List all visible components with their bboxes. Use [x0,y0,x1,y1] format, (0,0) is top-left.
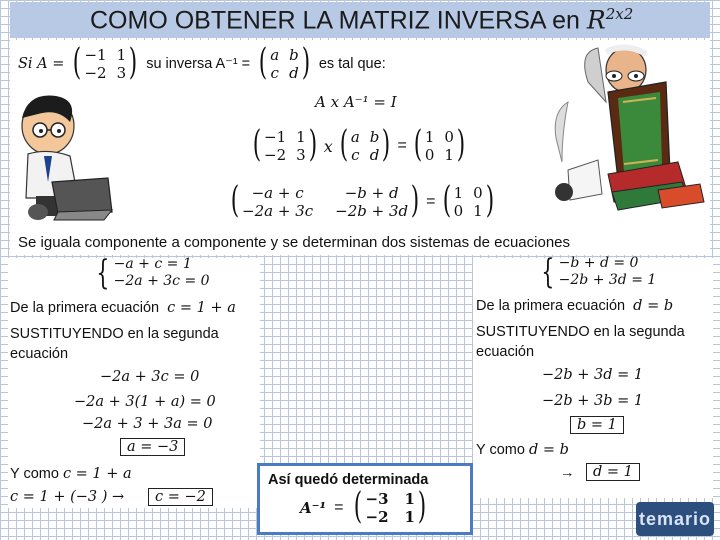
system-2: { −b + d = 0 −2b + 3d = 1 [541,252,657,292]
result-equation [300,486,429,527]
left-step-1: −2a + 3c = 0 [100,369,200,385]
system-2-eq-1: −b + d = 0 [558,255,639,271]
intro-inverse: su inversa A⁻¹ = [146,56,251,72]
result-title: Así quedó determinada [268,472,429,488]
system-1-eq-2: −2a + 3c = 0 [113,273,210,289]
right-arrow: → [560,465,575,481]
right-y-como-line: Y como d = b [476,442,569,458]
left-first-eq-line: De la primera ecuación c = 1 + a [10,300,236,316]
left-subst-label-2: ecuación [10,346,69,362]
system-1-eq-1: −a + c = 1 [113,256,192,272]
left-result-c: c = −2 [148,488,213,506]
right-result-b: b = 1 [570,416,624,434]
left-step-2: −2a + 3(1 + a) = 0 [74,394,216,410]
right-first-eq-line: De la primera ecuación d = b [476,298,674,314]
right-subst-label: SUSTITUYENDO en la segunda [476,324,685,340]
system-1: { −a + c = 1 −2a + 3c = 0 [96,253,210,293]
page-title: COMO OBTENER LA MATRIZ INVERSA en $R^{2x2}$ [90,5,634,35]
matrix-a: ( −1 1 −2 3 ) [73,42,138,83]
right-step-1: −2b + 3d = 1 [542,367,644,383]
left-c-calc: c = 1 + (−3 ) → [10,489,125,505]
student-laptop-illustration [8,86,118,226]
eq-product: A x A⁻¹ = I [315,93,397,111]
temario-button[interactable]: temario [636,502,714,536]
result-matrix: ( −3 1 −2 1 ) [354,486,427,527]
intro-line [18,42,386,83]
right-subst-label-2: ecuación [476,344,535,360]
professor-book-illustration [548,42,708,217]
intro-si: Si A = [18,56,65,72]
left-y-como-line: Y como c = 1 + a [10,466,132,482]
left-subst-label: SUSTITUYENDO en la segunda [10,326,219,342]
result-label: A⁻¹ [300,499,327,517]
matrix-inverse: ( a b c d ) [258,42,311,83]
matrix-product-line: ( −1 1 −2 3 ) x ( a b c d ) = ( 1 0 0 1 ) [252,124,466,165]
system-2-eq-2: −2b + 3d = 1 [558,272,657,288]
result-eq-sign: = [334,499,344,516]
left-step-3: −2a + 3 + 3a = 0 [82,416,213,432]
intro-tal-que: es tal que: [318,56,386,72]
left-result-a: a = −3 [120,438,185,456]
component-matrix-line: ( −a + c −b + d −2a + 3c −2b + 3d ) = ( 1 0 0 1 ) [230,180,494,221]
right-result-d: d = 1 [586,463,640,481]
result-box [257,463,473,535]
instruction-text: Se iguala componente a componente y se determinan dos sistemas de ecuaciones [18,234,571,251]
right-step-2: −2b + 3b = 1 [542,393,644,409]
